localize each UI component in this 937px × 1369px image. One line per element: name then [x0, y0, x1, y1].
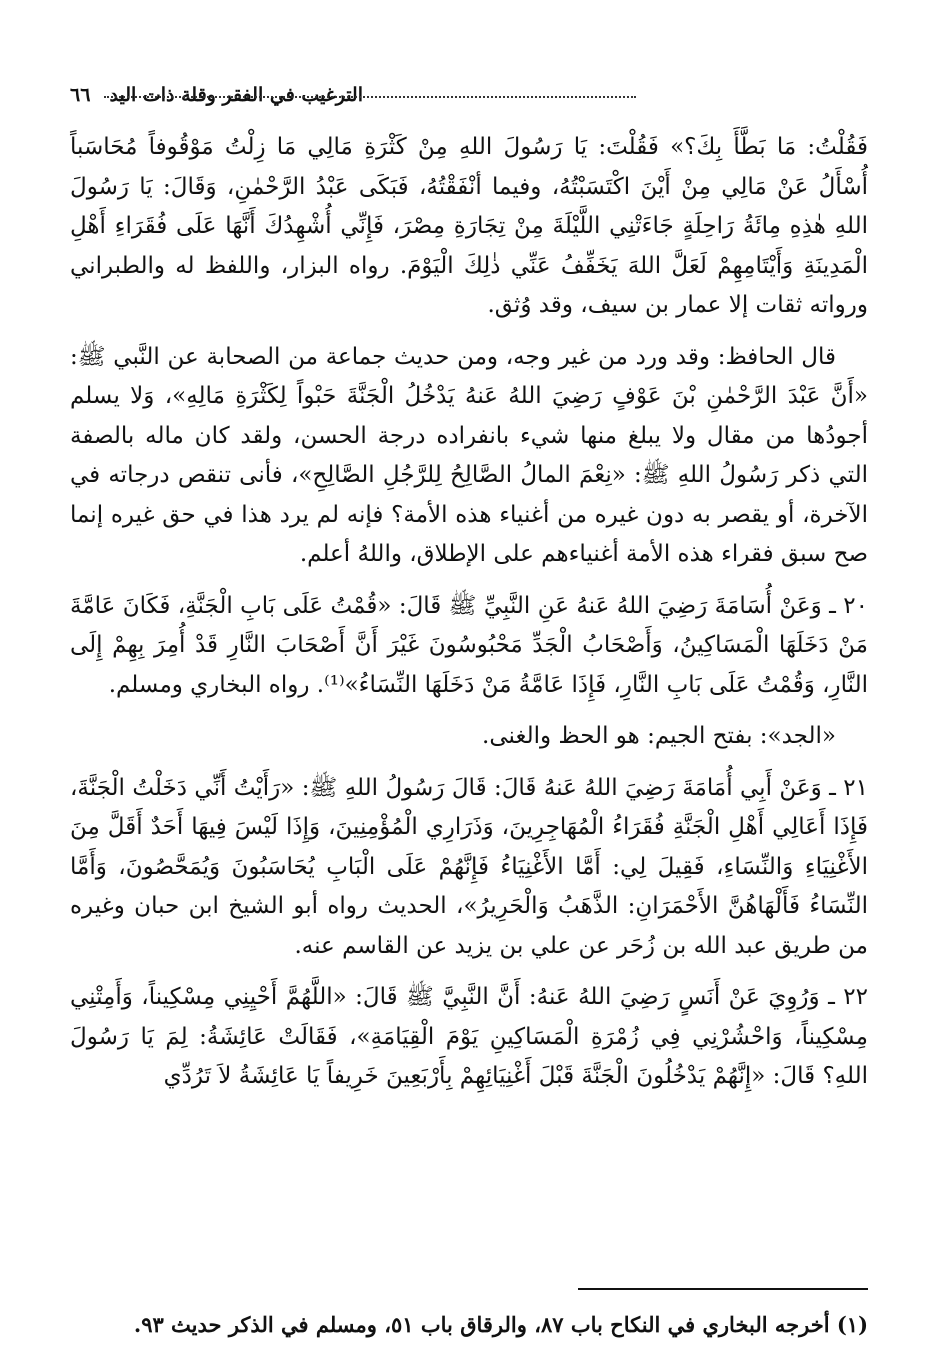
chapter-title: الترغيب في الفقر وقلة ذات اليد: [109, 84, 363, 106]
paragraph-hadith-21: ٢١ ـ وَعَنْ أَبِي أُمَامَةَ رَضِيَ اللهُ عَنهُ قَالَ: قَالَ رَسُولُ اللهِ ﷺ: «رَأَيْتُ أَنِّي دَخَلْتُ الْجَنَّةَ، فَإِذَا أَعَالِي أَهْلِ الْجَنَّةِ فُقَرَاءُ الْمُهَاجِرِينَ، وَذَرَارِي الْمُؤْمِنِينَ، وَإِذَا لَيْسَ فِيهَا أَحَدٌ أَقَلَّ مِنَ الأَغْنِيَاءِ وَالنِّسَاءِ، فَقِيلَ لِي: أَمَّا الأَغْنِيَاءُ فَإِنَّهُمْ عَلَى الْبَابِ يُحَاسَبُونَ وَيُمَحَّصُونَ، وَأَمَّا النِّسَاءُ فَأَلْهَاهُنَّ الأَحْمَرَانِ: الذَّهَبُ وَالْحَرِيرُ»، الحديث رواه أبو الشيخ ابن حبان وغيره من طريق عبد الله بن زُحَر عن علي بن يزيد عن القاسم عنه.: [70, 774, 868, 959]
main-text: [70, 128, 868, 1097]
footnote-1: (١) أخرجه البخاري في النكاح باب ٨٧، والرقاق باب ٥١، ومسلم في الذكر حديث ٩٣.: [133, 1312, 868, 1337]
paragraph-1: فَقُلْتُ: مَا بَطَّأَ بِكَ؟» فَقُلْتَ: يَا رَسُولَ اللهِ مِنْ كَثْرَةِ مَالِي مَا زِلْتُ مَوْقُوفاً مُحَاسَباً أُسْأَلُ عَنْ مَالِي مِنْ أَيْنَ اكْتَسَبْتُهُ، وفيما أنْفَقْتُهُ، فَبَكَى عَبْدُ الرَّحْمٰنِ، وَقَالَ: يَا رَسُولَ اللهِ هٰذِهِ مِائَةُ رَاحِلَةٍ جَاءَتْنِي اللَّيْلَةَ مِنْ تِجَارَةِ مِصْرَ، فَإِنِّي أُشْهِدُكَ أَنَّهَا عَلَى فُقَرَاءِ أَهْلِ الْمَدِينَةِ وَأَيْتَامِهِمْ لَعَلَّ اللهَ يَخَفِّفُ عَنِّي ذٰلِكَ الْيَوْمَ. رواه البزار، واللفظ له والطبراني ورواته ثقات إلا عمار بن سيف، وقد وُثق.: [70, 134, 868, 318]
book-page: [70, 78, 868, 1338]
paragraph-definition: «الجد»: بفتح الجيم: هو الحظ والغنى.: [482, 723, 836, 749]
footnote-separator: [578, 1288, 868, 1290]
paragraph-2: قال الحافظ: وقد ورد من غير وجه، ومن حديث جماعة من الصحابة عن النَّبي ﷺ: «أَنَّ عَبْدَ الرَّحْمٰنِ بْنَ عَوْفٍ رَضِيَ اللهُ عَنهُ يَدْخُلُ الْجَنَّةَ حَبْواً لِكَثْرَةِ مَالِهِ»، وَلا يسلم أجودُها من مقال ولا يبلغ منها شيء بانفراده درجة الحسن، ولقد كان ماله بالصفة التي ذكر رَسُولُ اللهِ ﷺ: «نِعْمَ المالُ الصَّالِحُ لِلرَّجُلِ الصَّالِحِ»، فأنى تنقص درجاته في الآخرة، أو يقصر به دون غيره من أغنياء هذه الأمة؟ فإنه لم يرد هذا في حق غيره إنما صح سبق فقراء هذه الأمة أغنياءهم على الإطلاق، واللهُ أعلم.: [70, 343, 868, 567]
running-header: [70, 78, 868, 112]
paragraph-hadith-22: ٢٢ ـ وَرُوِيَ عَنْ أَنَسٍ رَضِيَ اللهُ عَنهُ: أَنَّ النَّبِيَّ ﷺ قَالَ: «اللَّهُمَّ أَحْيِنِي مِسْكِيناً، وَأَمِتْنِي مِسْكِيناً، وَاحْشُرْنِي فِي زُمْرَةِ الْمَسَاكِينِ يَوْمَ الْقِيَامَةِ»، فَقَالَتْ عَائِشَةُ: لِمَ يَا رَسُولَ اللهِ؟ قَالَ: «إِنَّهُمْ يَدْخُلُونَ الْجَنَّةَ قَبْلَ أَغْنِيَائِهِمْ بِأَرْبَعِينَ خَرِيفاً يَا عَائِشَةُ لاَ تَرُدِّي: [70, 984, 868, 1089]
header-dotted-leader: [104, 96, 636, 98]
paragraph-hadith-20: ٢٠ ـ وَعَنْ أُسَامَةَ رَضِيَ اللهُ عَنهُ عَنِ النَّبِيِّ ﷺ قَالَ: «قُمْتُ عَلَى بَابِ الْجَنَّةِ، فَكَانَ عَامَّةَ مَنْ دَخَلَهَا الْمَسَاكِينُ، وَأَصْحَابُ الْجَدِّ مَحْبُوسُونَ غَيْرَ أَنَّ أَصْحَابَ النَّارِ قَدْ أُمِرَ بِهِمْ إِلَى النَّارِ، وَقُمْتُ عَلَى بَابِ النَّارِ، فَإِذَا عَامَّةُ مَنْ دَخَلَهَا النِّسَاءُ»⁽¹⁾. رواه البخاري ومسلم.: [70, 592, 868, 698]
page-number: ٦٦: [70, 84, 91, 106]
